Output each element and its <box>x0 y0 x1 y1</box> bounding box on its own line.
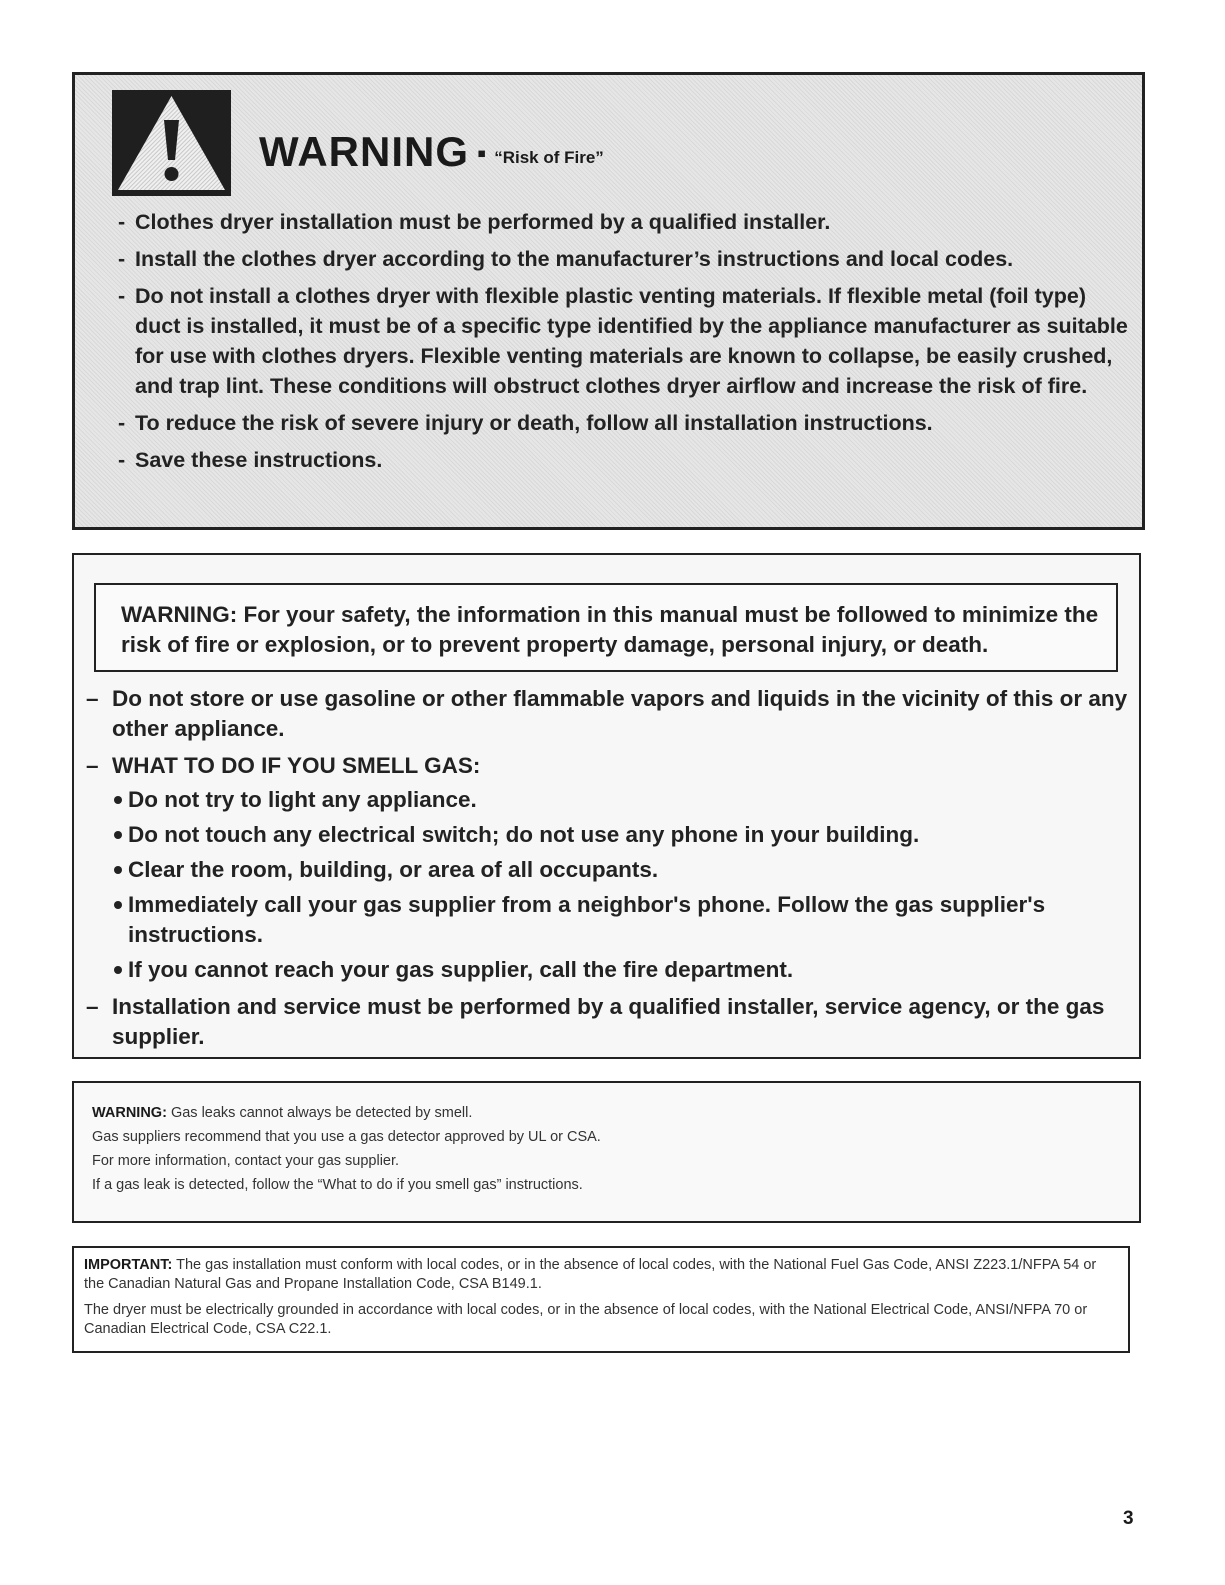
page-number: 3 <box>1123 1508 1134 1529</box>
gas-leak-line: Gas suppliers recommend that you use a gas detector approved by UL or CSA. <box>92 1129 601 1145</box>
fire-warning-list <box>118 207 1133 482</box>
smell-gas-step: Do not touch any electrical switch; do not use any phone in your building. <box>86 820 1131 850</box>
gas-safety-item-flammables: – Do not store or use gasoline or other flammable vapors and liquids in the vicinity of this or any other appliance. <box>86 684 1131 744</box>
fire-warning-item: - To reduce the risk of severe injury or death, follow all installation instructions. <box>118 408 1133 438</box>
gas-leak-line: For more information, contact your gas supplier. <box>92 1153 400 1169</box>
warning-title: WARNING <box>259 128 469 175</box>
gas-leak-line-text: Gas leaks cannot always be detected by smell. <box>166 1105 473 1121</box>
gas-safety-item-smell-gas <box>86 751 1131 985</box>
smell-gas-step: Immediately call your gas supplier from a neighbor's phone. Follow the gas supplier's instructions. <box>86 890 1131 950</box>
gas-leak-box <box>72 1081 1141 1223</box>
safety-warning-frame <box>94 583 1118 672</box>
smell-gas-heading: – WHAT TO DO IF YOU SMELL GAS: <box>112 753 481 778</box>
gas-leak-line: If a gas leak is detected, follow the “What to do if you smell gas” instructions. <box>92 1177 583 1193</box>
gas-leak-line <box>92 1101 1122 1125</box>
warning-triangle-icon <box>112 90 231 196</box>
smell-gas-step: Do not try to light any appliance. <box>86 785 1131 815</box>
important-paragraph <box>84 1256 1114 1294</box>
gas-safety-box <box>72 553 1141 1059</box>
safety-warning-text: WARNING: For your safety, the information in this manual must be followed to minimize the risk of fire or explosion, or to prevent property damage, personal injury, or death. <box>121 602 1099 657</box>
warning-subtitle: “Risk of Fire” <box>494 148 604 167</box>
gas-leak-label: WARNING: <box>92 1105 167 1121</box>
fire-warning-item: - Clothes dryer installation must be performed by a qualified installer. <box>118 207 1133 237</box>
fire-warning-item: - Save these instructions. <box>118 445 1133 475</box>
important-paragraph-text: The gas installation must conform with local codes, or in the absence of local codes, with the National Fuel Gas Code, ANSI Z223.1/NFPA 54 or the Canadian Natural Gas and Propane Installation Code, CSA B149.1. <box>84 1257 1097 1292</box>
gas-safety-list <box>86 684 1131 1059</box>
gas-leak-text <box>92 1101 1122 1197</box>
fire-warning-box <box>72 72 1145 530</box>
gas-safety-item-installation: – Installation and service must be performed by a qualified installer, service agency, or the gas supplier. <box>86 992 1131 1052</box>
warning-separator: ▪ <box>477 138 487 168</box>
fire-warning-item: - Do not install a clothes dryer with flexible plastic venting materials. If flexible metal (foil type) duct is installed, it must be of a specific type identified by the appliance manufacturer as suitable for use with clothes dryers. Flexible venting materials are known to collapse, be easily crushed, and trap lint. These conditions will obstruct clothes dryer airflow and increase the risk of fire. <box>118 281 1133 401</box>
smell-gas-step: If you cannot reach your gas supplier, call the fire department. <box>86 955 1131 985</box>
important-text <box>84 1256 1114 1346</box>
smell-gas-steps <box>86 785 1131 985</box>
important-paragraph: The dryer must be electrically grounded in accordance with local codes, or in the absence of local codes, with the National Electrical Code, ANSI/NFPA 70 or Canadian Electrical Code, CSA C22.1. <box>84 1302 1088 1337</box>
fire-warning-item: - Install the clothes dryer according to the manufacturer’s instructions and local codes. <box>118 244 1133 274</box>
smell-gas-step: Clear the room, building, or area of all occupants. <box>86 855 1131 885</box>
warning-heading <box>259 128 604 175</box>
important-box <box>72 1246 1130 1353</box>
important-label: IMPORTANT: <box>84 1257 173 1273</box>
